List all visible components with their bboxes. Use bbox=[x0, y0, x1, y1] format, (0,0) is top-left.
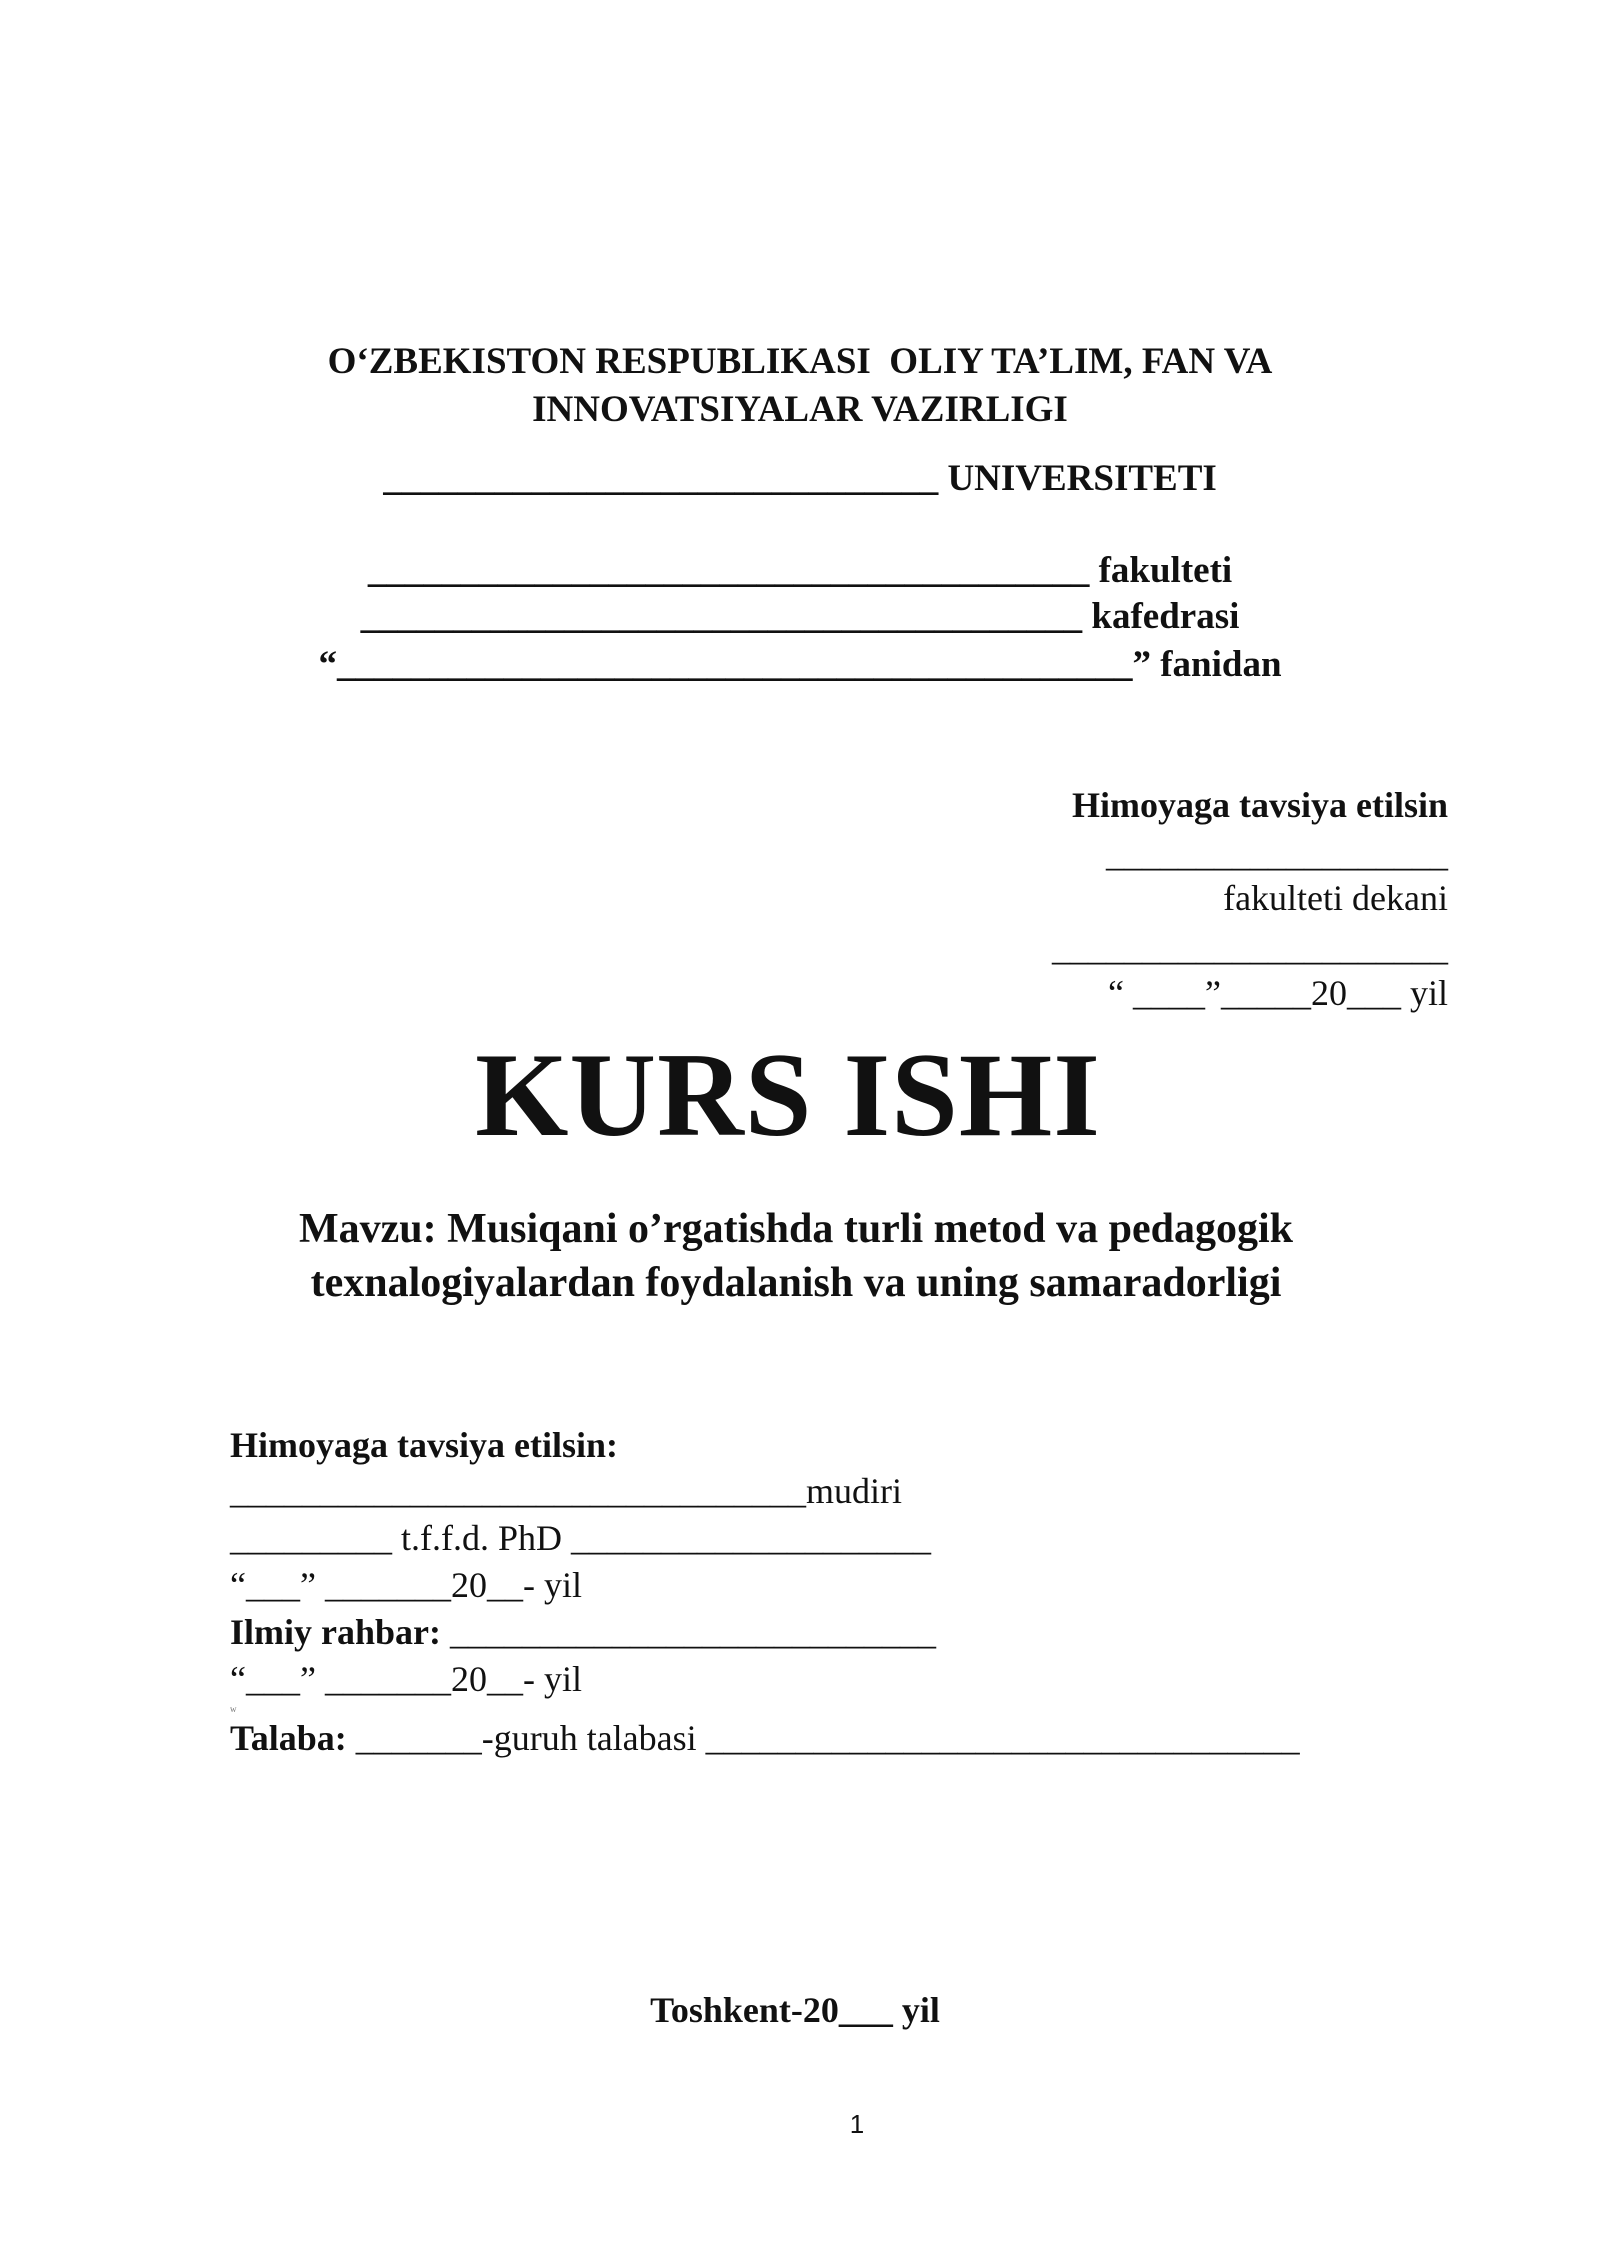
supervisor-date-line: “___” _______20__- yil bbox=[230, 1659, 582, 1699]
topic-line-1: Mavzu: Musiqani o’rgatishda turli metod va pedagogik bbox=[298, 1206, 1294, 1252]
head-approval-heading: Himoyaga tavsiya etilsin: bbox=[230, 1425, 618, 1465]
dean-label: fakulteti dekani bbox=[1223, 878, 1448, 918]
university-line: ______________________________ UNIVERSITETI bbox=[383, 458, 1217, 499]
topic-line-2: texnalogiyalardan foydalanish va uning samaradorligi bbox=[310, 1260, 1282, 1306]
ministry-line-2: INNOVATSIYALAR VAZIRLIGI bbox=[532, 389, 1068, 430]
dean-signature-line: ______________________ bbox=[1052, 928, 1448, 968]
student-group-line: _______-guruh talabasi _________________________________ bbox=[346, 1718, 1300, 1758]
department-line: _______________________________________ kafedrasi bbox=[360, 596, 1240, 637]
supervisor-blank: ___________________________ bbox=[441, 1612, 936, 1652]
supervisor-label: Ilmiy rahbar: bbox=[230, 1612, 441, 1652]
dean-blank-line: ___________________ bbox=[1106, 834, 1448, 874]
subject-line: “___________________________________________” fanidan bbox=[318, 644, 1282, 685]
dean-date-line: “ ____”_____20___ yil bbox=[1108, 973, 1448, 1013]
faculty-line: _______________________________________ fakulteti bbox=[367, 550, 1233, 591]
supervisor-line bbox=[230, 1614, 936, 1650]
head-of-department-line: ________________________________mudiri bbox=[230, 1471, 902, 1511]
student-line bbox=[230, 1720, 1300, 1756]
document-title: KURS ISHI bbox=[475, 1028, 1101, 1161]
page-number: 1 bbox=[849, 2109, 865, 2139]
city-year: Toshkent-20___ yil bbox=[650, 1990, 940, 2030]
dean-approval-heading: Himoyaga tavsiya etilsin bbox=[1072, 785, 1448, 825]
head-date-line: “___” _______20__- yil bbox=[230, 1565, 582, 1605]
ministry-line-1: O‘ZBEKISTON RESPUBLIKASI OLIY TA’LIM, FAN VA bbox=[327, 341, 1273, 382]
degree-line: _________ t.f.f.d. PhD ____________________ bbox=[230, 1518, 931, 1558]
small-mark: w bbox=[230, 1704, 237, 1714]
student-label: Talaba: bbox=[230, 1718, 347, 1758]
